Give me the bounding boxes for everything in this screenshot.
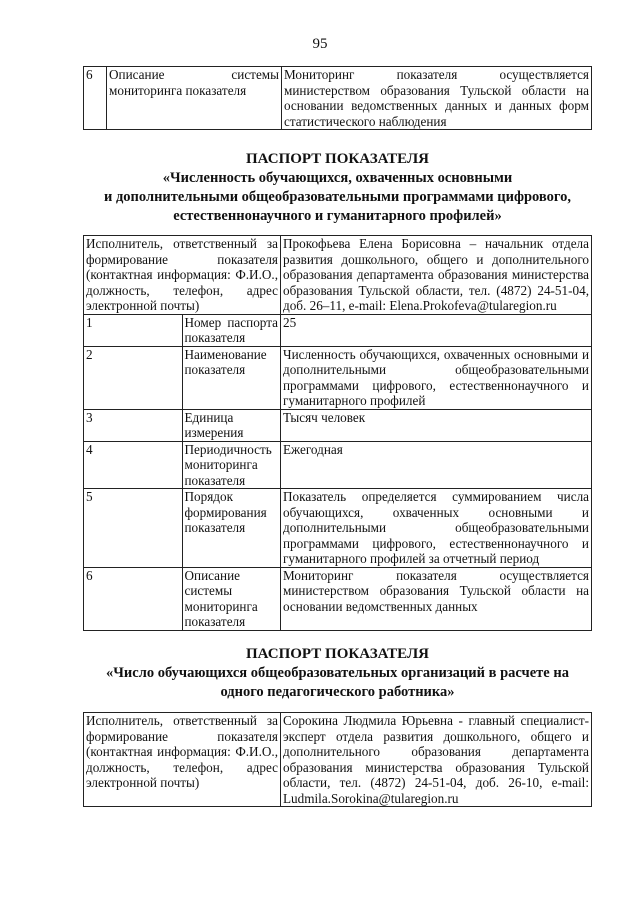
row-value: Тысяч человек xyxy=(281,409,592,441)
row-label: Порядок формирования показателя xyxy=(182,489,281,568)
row-number: 4 xyxy=(84,441,183,489)
row-label: Описание системы мониторинга показателя xyxy=(182,567,281,630)
row-value: Численность обучающихся, охваченных основными и дополнительными общеобразовательными программами цифрового, естественнонаучного и гуманитарного профилей xyxy=(281,346,592,409)
executor-label: Исполнитель, ответственный за формирование показателя (контактная информация: Ф.И.О., должность, телефон, адрес электронной почты) xyxy=(84,713,281,807)
row-number: 3 xyxy=(84,409,183,441)
page-number: 95 xyxy=(312,36,328,52)
table-row xyxy=(84,567,592,630)
passport-2-subtitle-line-1: «Число обучающихся общеобразовательных организаций в расчете на xyxy=(106,665,569,681)
passport-1-subtitle-line-2: и дополнительными общеобразовательными программами цифрового, xyxy=(103,189,572,205)
passport-2-table xyxy=(83,712,592,807)
top-continuation-table xyxy=(83,66,592,130)
row-label: Номер паспорта показателя xyxy=(182,314,281,346)
row-number: 2 xyxy=(84,346,183,409)
executor-row xyxy=(84,713,592,807)
row-number: 6 xyxy=(84,67,107,130)
row-value: 25 xyxy=(281,314,592,346)
row-label: Периодичность мониторинга показателя xyxy=(182,441,281,489)
passport-1-table xyxy=(83,235,592,631)
row-label: Наименование показателя xyxy=(182,346,281,409)
row-value: Ежегодная xyxy=(281,441,592,489)
table-row xyxy=(84,346,592,409)
table-row xyxy=(84,441,592,489)
executor-row xyxy=(84,236,592,315)
row-number: 6 xyxy=(84,567,183,630)
row-label: Описание системы мониторинга показателя xyxy=(107,67,282,130)
passport-1-subtitle-line-1: «Численность обучающихся, охваченных основными xyxy=(162,170,513,186)
table-row xyxy=(84,314,592,346)
row-value: Показатель определяется суммированием числа обучающихся, охваченных основными и дополнительными общеобразовательными программами цифрового, естественнонаучного и гуманитарного профилей за отчетный период xyxy=(281,489,592,568)
executor-value: Прокофьева Елена Борисовна – начальник отдела развития дошкольного, общего и дополнительного образования департамента образования министерства образования Тульской области, тел. (4872) 24-51-04, доб. 26–11, e-mail: Elena.Prokofeva@tularegion.ru xyxy=(281,236,592,315)
table-row xyxy=(84,409,592,441)
row-number: 5 xyxy=(84,489,183,568)
row-number: 1 xyxy=(84,314,183,346)
passport-2-header xyxy=(83,645,592,702)
executor-value: Сорокина Людмила Юрьевна - главный специалист-эксперт отдела развития дошкольного, общего и дополнительного образования департамента образования министерства образования Тульской области, тел. (4872) 24-51-04, доб. 26-10, e-mail: Ludmila.Sorokina@tularegion.ru xyxy=(281,713,592,807)
passport-1-heading: ПАСПОРТ ПОКАЗАТЕЛЯ xyxy=(246,151,429,167)
row-value: Мониторинг показателя осуществляется министерством образования Тульской области на основании ведомственных данных xyxy=(281,567,592,630)
row-label: Единица измерения xyxy=(182,409,281,441)
table-row xyxy=(84,67,592,130)
passport-1-subtitle-line-3: естественнонаучного и гуманитарного профилей» xyxy=(173,208,502,224)
row-value: Мониторинг показателя осуществляется министерством образования Тульской области на основании ведомственных данных и данных форм статистического наблюдения xyxy=(282,67,592,130)
passport-2-heading: ПАСПОРТ ПОКАЗАТЕЛЯ xyxy=(246,646,429,662)
passport-2-subtitle-line-2: одного педагогического работника» xyxy=(220,684,455,700)
table-row xyxy=(84,489,592,568)
passport-1-header xyxy=(83,150,592,226)
executor-label: Исполнитель, ответственный за формирование показателя (контактная информация: Ф.И.О., должность, телефон, адрес электронной почты) xyxy=(84,236,281,315)
